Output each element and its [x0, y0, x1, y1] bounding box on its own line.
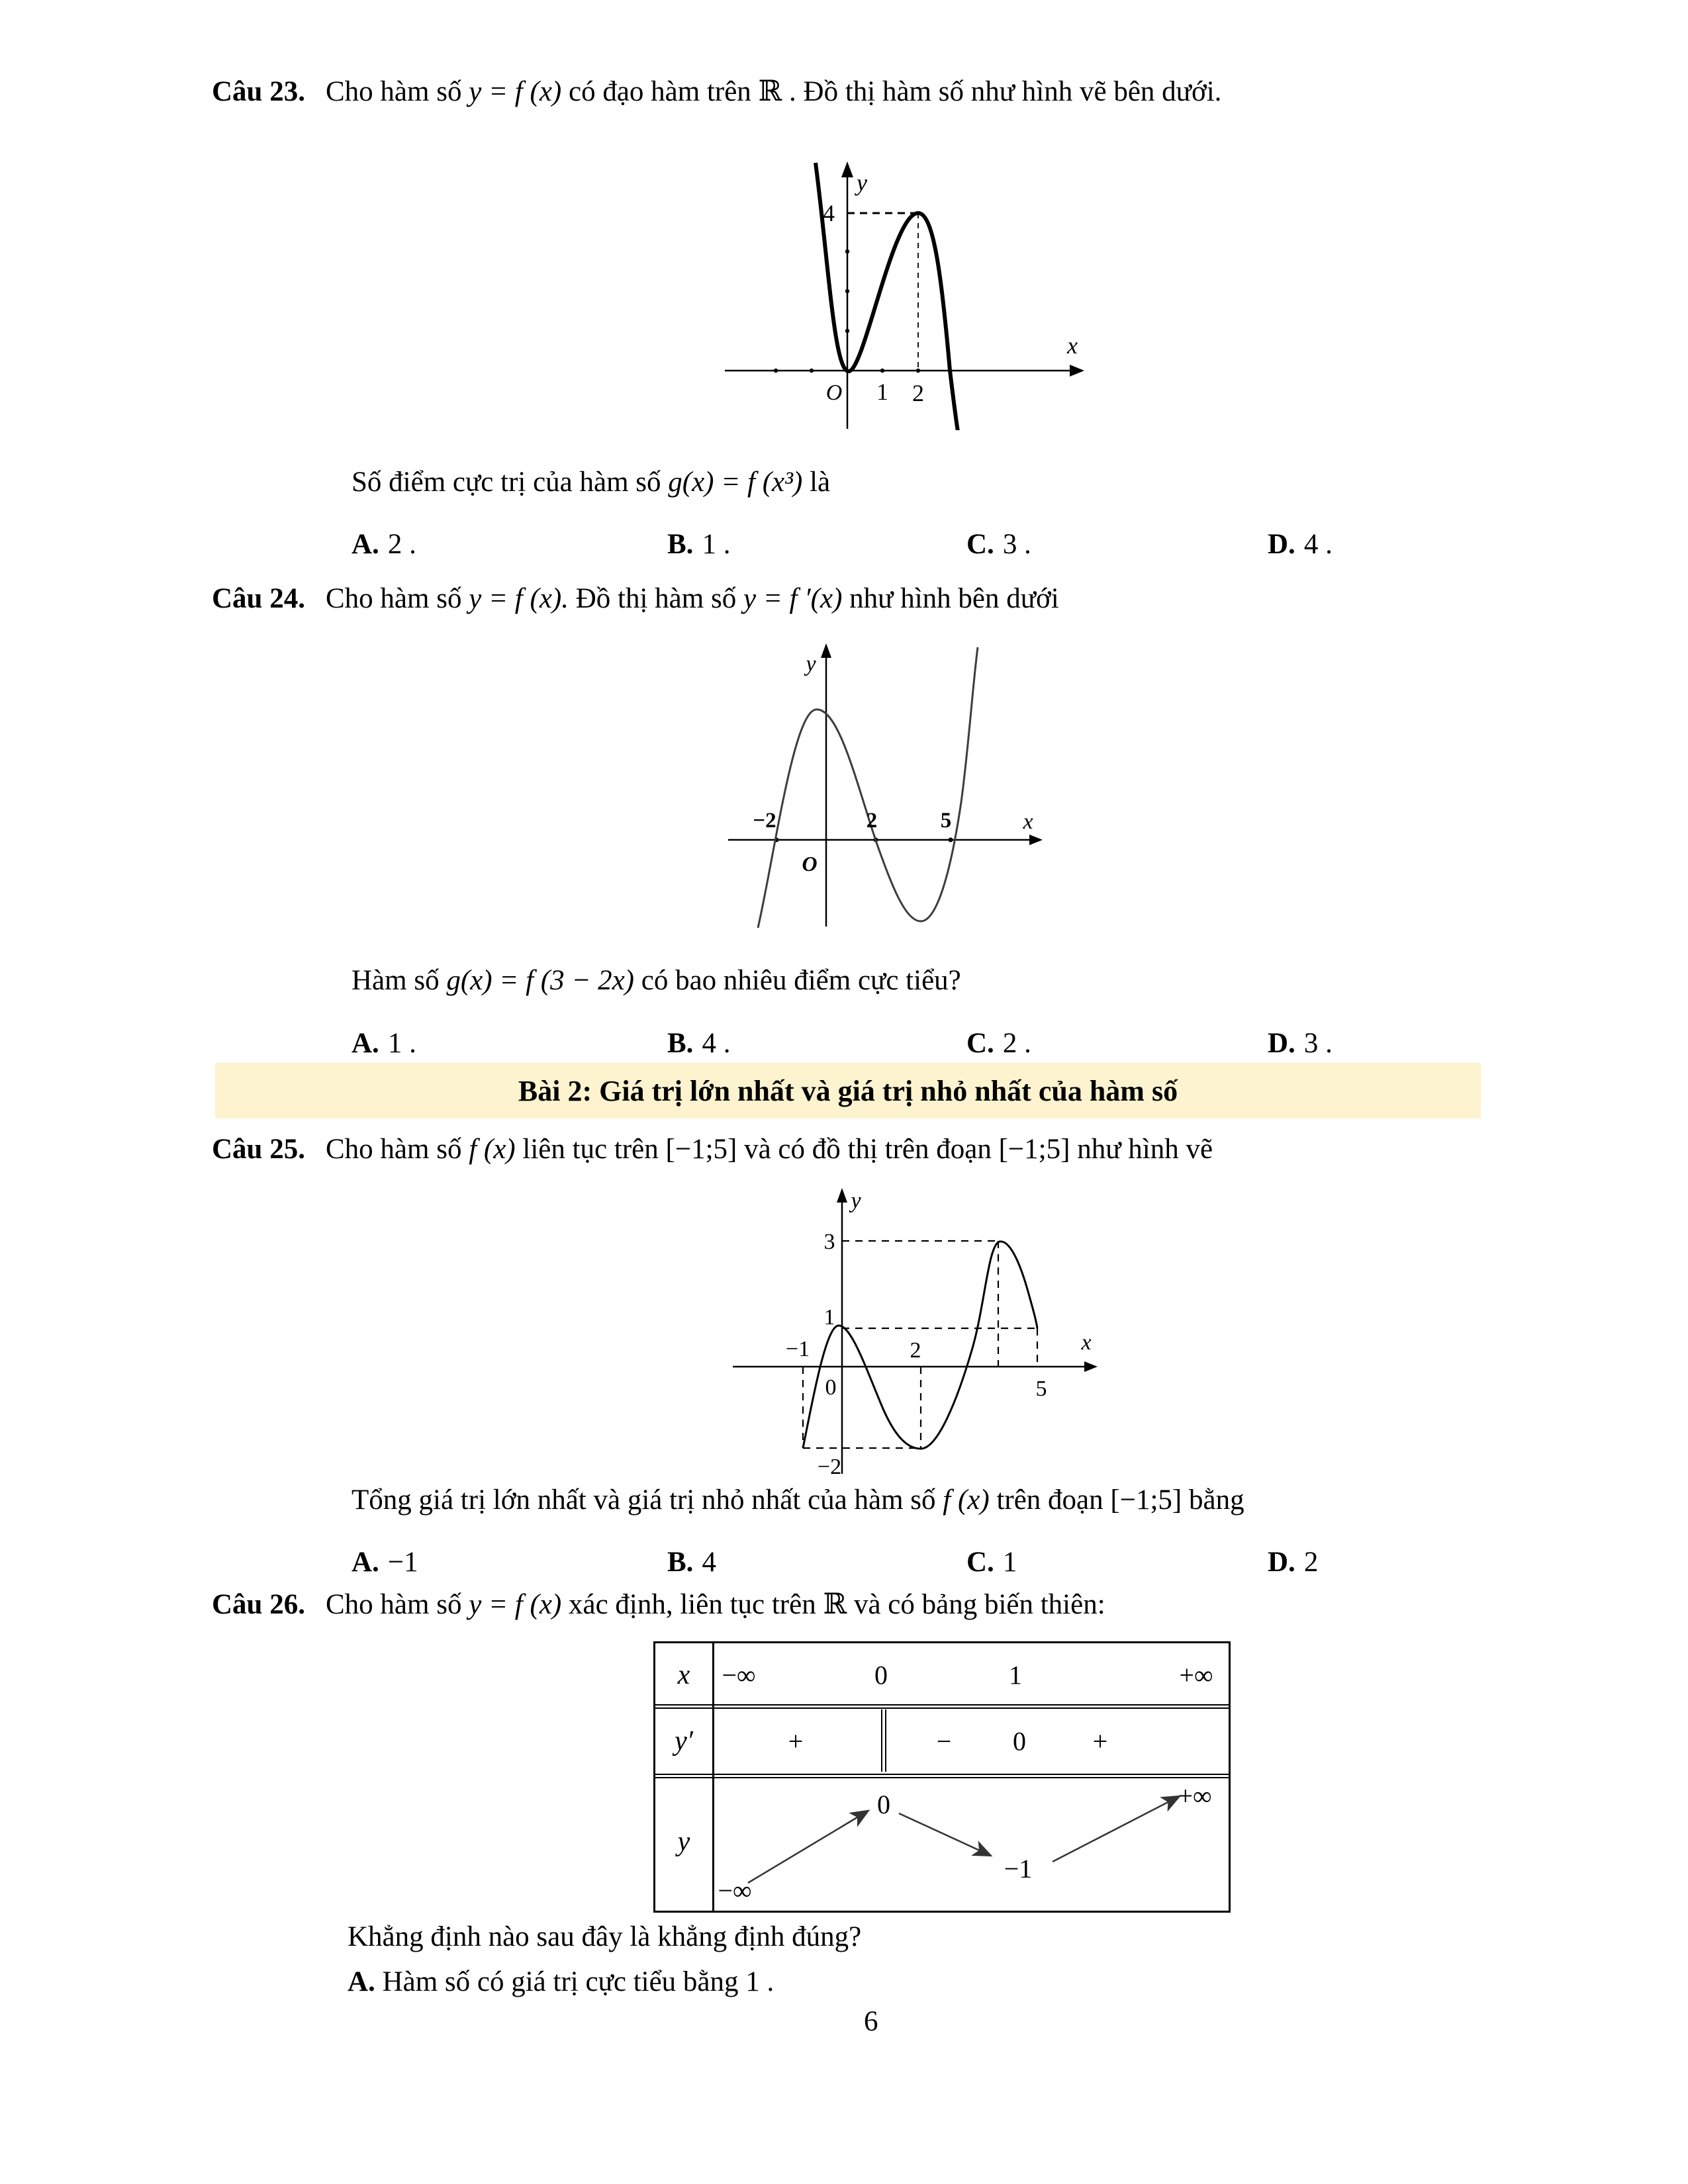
q24-answer-c-key: C. [966, 1028, 994, 1059]
q23-tick-dot [810, 369, 814, 373]
q26-intro-post: xác định, liên tục trên ℝ và có bảng biến thiên: [561, 1589, 1105, 1620]
table-x-minf: −∞ [722, 1660, 756, 1690]
q23-answer-a [352, 528, 416, 561]
q24-x-arrow-icon [1029, 835, 1043, 845]
q24-question [352, 963, 961, 999]
arrow-up-icon [1053, 1797, 1178, 1862]
q25-question-pre: Tổng giá trị lớn nhất và giá trị nhỏ nhất của hàm số [352, 1484, 943, 1516]
table-y-end: +∞ [1178, 1781, 1212, 1811]
q24-answer-b-key: B. [667, 1028, 694, 1059]
q25-intro-post: như hình vẽ [1070, 1134, 1213, 1165]
q24-y-arrow-icon [821, 643, 831, 658]
q26-answer-a-key: A. [348, 1966, 375, 1997]
q23-tick-dot [845, 250, 849, 253]
table-y-peak: 0 [877, 1790, 890, 1819]
q24-question-pre: Hàm số [352, 965, 447, 996]
q24-x-label: x [1023, 809, 1033, 834]
q25-question [352, 1482, 1244, 1518]
q25-y-arrow-icon [837, 1188, 847, 1203]
q23-x-arrow-icon [1070, 365, 1084, 377]
q25-answer-d-key: D. [1268, 1547, 1295, 1578]
q25-answer-b-key: B. [667, 1547, 694, 1578]
q25-answer-c-key: C. [966, 1547, 994, 1578]
q24-xtick-m2: −2 [753, 809, 776, 833]
q24-answer-c-text: 2 . [1002, 1028, 1031, 1059]
page-number: 6 [864, 2006, 878, 2037]
q23-tick-dot [774, 369, 778, 373]
q24-intro-math2: y = f ′(x) [743, 583, 843, 614]
q24-answer-d [1268, 1027, 1333, 1060]
q23-ytick-4: 4 [823, 200, 835, 226]
q23-answer-b-key: B. [667, 529, 694, 560]
section-heading-text: Bài 2: Giá trị lớn nhất và giá trị nhỏ nhất của hàm số [518, 1074, 1178, 1107]
q25-answer-a-key: A. [352, 1547, 379, 1578]
arrow-up-icon [748, 1811, 867, 1883]
q23-answer-c-key: C. [966, 529, 994, 560]
table-header-x: x [677, 1660, 690, 1690]
q24-answer-b [667, 1027, 730, 1060]
q26-intro-math: y = f (x) [469, 1589, 562, 1620]
q23-answer-a-key: A. [352, 529, 379, 560]
q26-answer-a-text: Hàm số có giá trị cực tiểu bằng 1 . [382, 1966, 774, 1997]
arrow-down-icon [899, 1813, 990, 1855]
q24-intro-mid: Đồ thị hàm số [568, 583, 743, 614]
q23-answer-c [966, 528, 1031, 561]
table-y-valley: −1 [1004, 1854, 1033, 1884]
q23-answer-d-text: 4 . [1303, 529, 1333, 560]
table-header-y: y [677, 1827, 690, 1857]
q23-intro-line [212, 74, 1221, 110]
q26-label: Câu 26. [212, 1589, 305, 1620]
q24-origin-label: O [802, 852, 818, 876]
q25-interval2: [−1;5] [998, 1134, 1070, 1165]
q24-intro-math1: y = f (x). [469, 583, 569, 614]
q23-tick-dot [845, 289, 849, 293]
q24-answer-d-key: D. [1268, 1028, 1295, 1059]
table-row-line [655, 1704, 1229, 1706]
q25-label: Câu 25. [212, 1134, 305, 1165]
q23-answer-c-text: 3 . [1002, 529, 1031, 560]
q25-answer-a [352, 1546, 418, 1578]
q26-intro-line [212, 1587, 1105, 1623]
q23-tick-dot [880, 369, 884, 373]
table-y-flow [655, 1777, 1225, 1909]
table-yprime-0: 0 [1013, 1726, 1026, 1756]
table-yprime-plus2: + [1092, 1726, 1108, 1756]
q25-answer-c [966, 1546, 1017, 1578]
q23-answer-d [1268, 528, 1333, 561]
q24-intro-pre: Cho hàm số [326, 583, 469, 614]
q24-graph [718, 630, 1049, 928]
q25-y-label: y [851, 1189, 861, 1213]
q23-answer-b [667, 528, 730, 561]
q25-question-mid: trên đoạn [989, 1484, 1111, 1516]
q26-question [348, 1919, 861, 1955]
q23-tick-dot [845, 329, 849, 333]
q23-question-post: là [802, 467, 831, 498]
q23-intro-math: y = f (x) [469, 76, 562, 107]
q24-answer-a [352, 1027, 416, 1060]
q23-label: Câu 23. [212, 76, 305, 107]
q23-x-label: x [1067, 332, 1078, 359]
q25-answer-c-text: 1 [1002, 1547, 1017, 1578]
q25-question-math: f (x) [943, 1484, 990, 1516]
section-heading-bai2 [215, 1063, 1481, 1118]
q25-intro-mid1: liên tục trên [515, 1134, 666, 1165]
q24-question-post: có bao nhiêu điểm cực tiểu? [634, 965, 961, 996]
q23-answer-b-text: 1 . [702, 529, 731, 560]
q24-y-label: y [806, 652, 816, 676]
q24-answer-a-text: 1 . [387, 1028, 416, 1059]
q26-question-text: Khẳng định nào sau đây là khẳng định đúng? [348, 1921, 862, 1952]
q25-interval3: [−1;5] [1110, 1484, 1182, 1516]
q24-curve [758, 647, 978, 928]
table-yprime-plus1: + [788, 1726, 804, 1756]
q25-intro-math: f (x) [469, 1134, 516, 1165]
q23-answer-a-text: 2 . [387, 529, 416, 560]
q25-intro-pre: Cho hàm số [326, 1134, 469, 1165]
q23-answer-d-key: D. [1268, 529, 1295, 560]
q23-y-arrow-icon [841, 161, 853, 177]
q25-xtick-m1: −1 [785, 1337, 810, 1361]
q24-answer-c [966, 1027, 1031, 1060]
q24-label: Câu 24. [212, 583, 305, 614]
q23-question-math: g(x) = f (x³) [668, 467, 803, 498]
q25-xtick-5: 5 [1035, 1377, 1047, 1401]
q25-ytick-1: 1 [823, 1305, 835, 1330]
table-x-1: 1 [1009, 1660, 1022, 1690]
q23-xtick-1: 1 [876, 379, 888, 405]
table-y-start: −∞ [718, 1876, 752, 1905]
q26-intro-pre: Cho hàm số [326, 1589, 469, 1620]
q23-graph [715, 152, 1086, 430]
q25-ytick-m2: −2 [817, 1455, 842, 1479]
q25-intro-mid2: và có đồ thị trên đoạn [737, 1134, 999, 1165]
q24-answer-a-key: A. [352, 1028, 379, 1059]
table-x-pinf: +∞ [1179, 1660, 1213, 1690]
q24-intro-post: như hình bên dưới [842, 583, 1059, 614]
q25-answer-a-text: −1 [387, 1547, 418, 1578]
q23-intro-post: có đạo hàm trên ℝ . Đồ thị hàm số như hình vẽ bên dưới. [561, 76, 1222, 107]
table-header-yprime: y′ [675, 1726, 693, 1756]
q24-root-dot [949, 838, 953, 842]
q25-x-arrow-icon [1084, 1361, 1098, 1372]
table-yprime-minus: − [936, 1726, 952, 1756]
table-discontinuity-bar [885, 1709, 886, 1772]
q23-y-label: y [857, 169, 867, 196]
q24-intro-line [212, 581, 1059, 617]
q23-question [352, 465, 830, 500]
q26-answer-a [348, 1964, 774, 2000]
q25-x-label: x [1081, 1330, 1092, 1355]
q25-intro-line [212, 1132, 1213, 1167]
q24-xtick-5: 5 [940, 809, 952, 833]
q25-answer-b-text: 4 [702, 1547, 716, 1578]
q25-interval1: [−1;5] [665, 1134, 737, 1165]
q23-xtick-2: 2 [912, 380, 924, 406]
table-x-0: 0 [874, 1660, 888, 1690]
q24-question-math: g(x) = f (3 − 2x) [446, 965, 635, 996]
q25-answer-d-text: 2 [1303, 1547, 1319, 1578]
table-row-line [655, 1774, 1229, 1775]
table-row-line [655, 1707, 1229, 1709]
q23-origin-label: O [825, 381, 843, 405]
q25-xtick-0: 0 [825, 1375, 837, 1400]
q25-answer-d [1268, 1546, 1318, 1578]
table-discontinuity-bar [881, 1709, 882, 1772]
q24-answer-d-text: 3 . [1303, 1028, 1333, 1059]
q25-graph [725, 1175, 1102, 1479]
q25-xtick-2: 2 [910, 1338, 921, 1363]
q23-question-pre: Số điểm cực trị của hàm số [352, 467, 669, 498]
q25-ytick-3: 3 [823, 1230, 835, 1254]
q23-intro-pre: Cho hàm số [326, 76, 469, 107]
q24-answer-b-text: 4 . [702, 1028, 731, 1059]
q25-question-post: bằng [1182, 1484, 1244, 1516]
q25-answer-b [667, 1546, 716, 1578]
q24-xtick-2: 2 [866, 809, 878, 833]
q26-variation-table [653, 1641, 1231, 1913]
